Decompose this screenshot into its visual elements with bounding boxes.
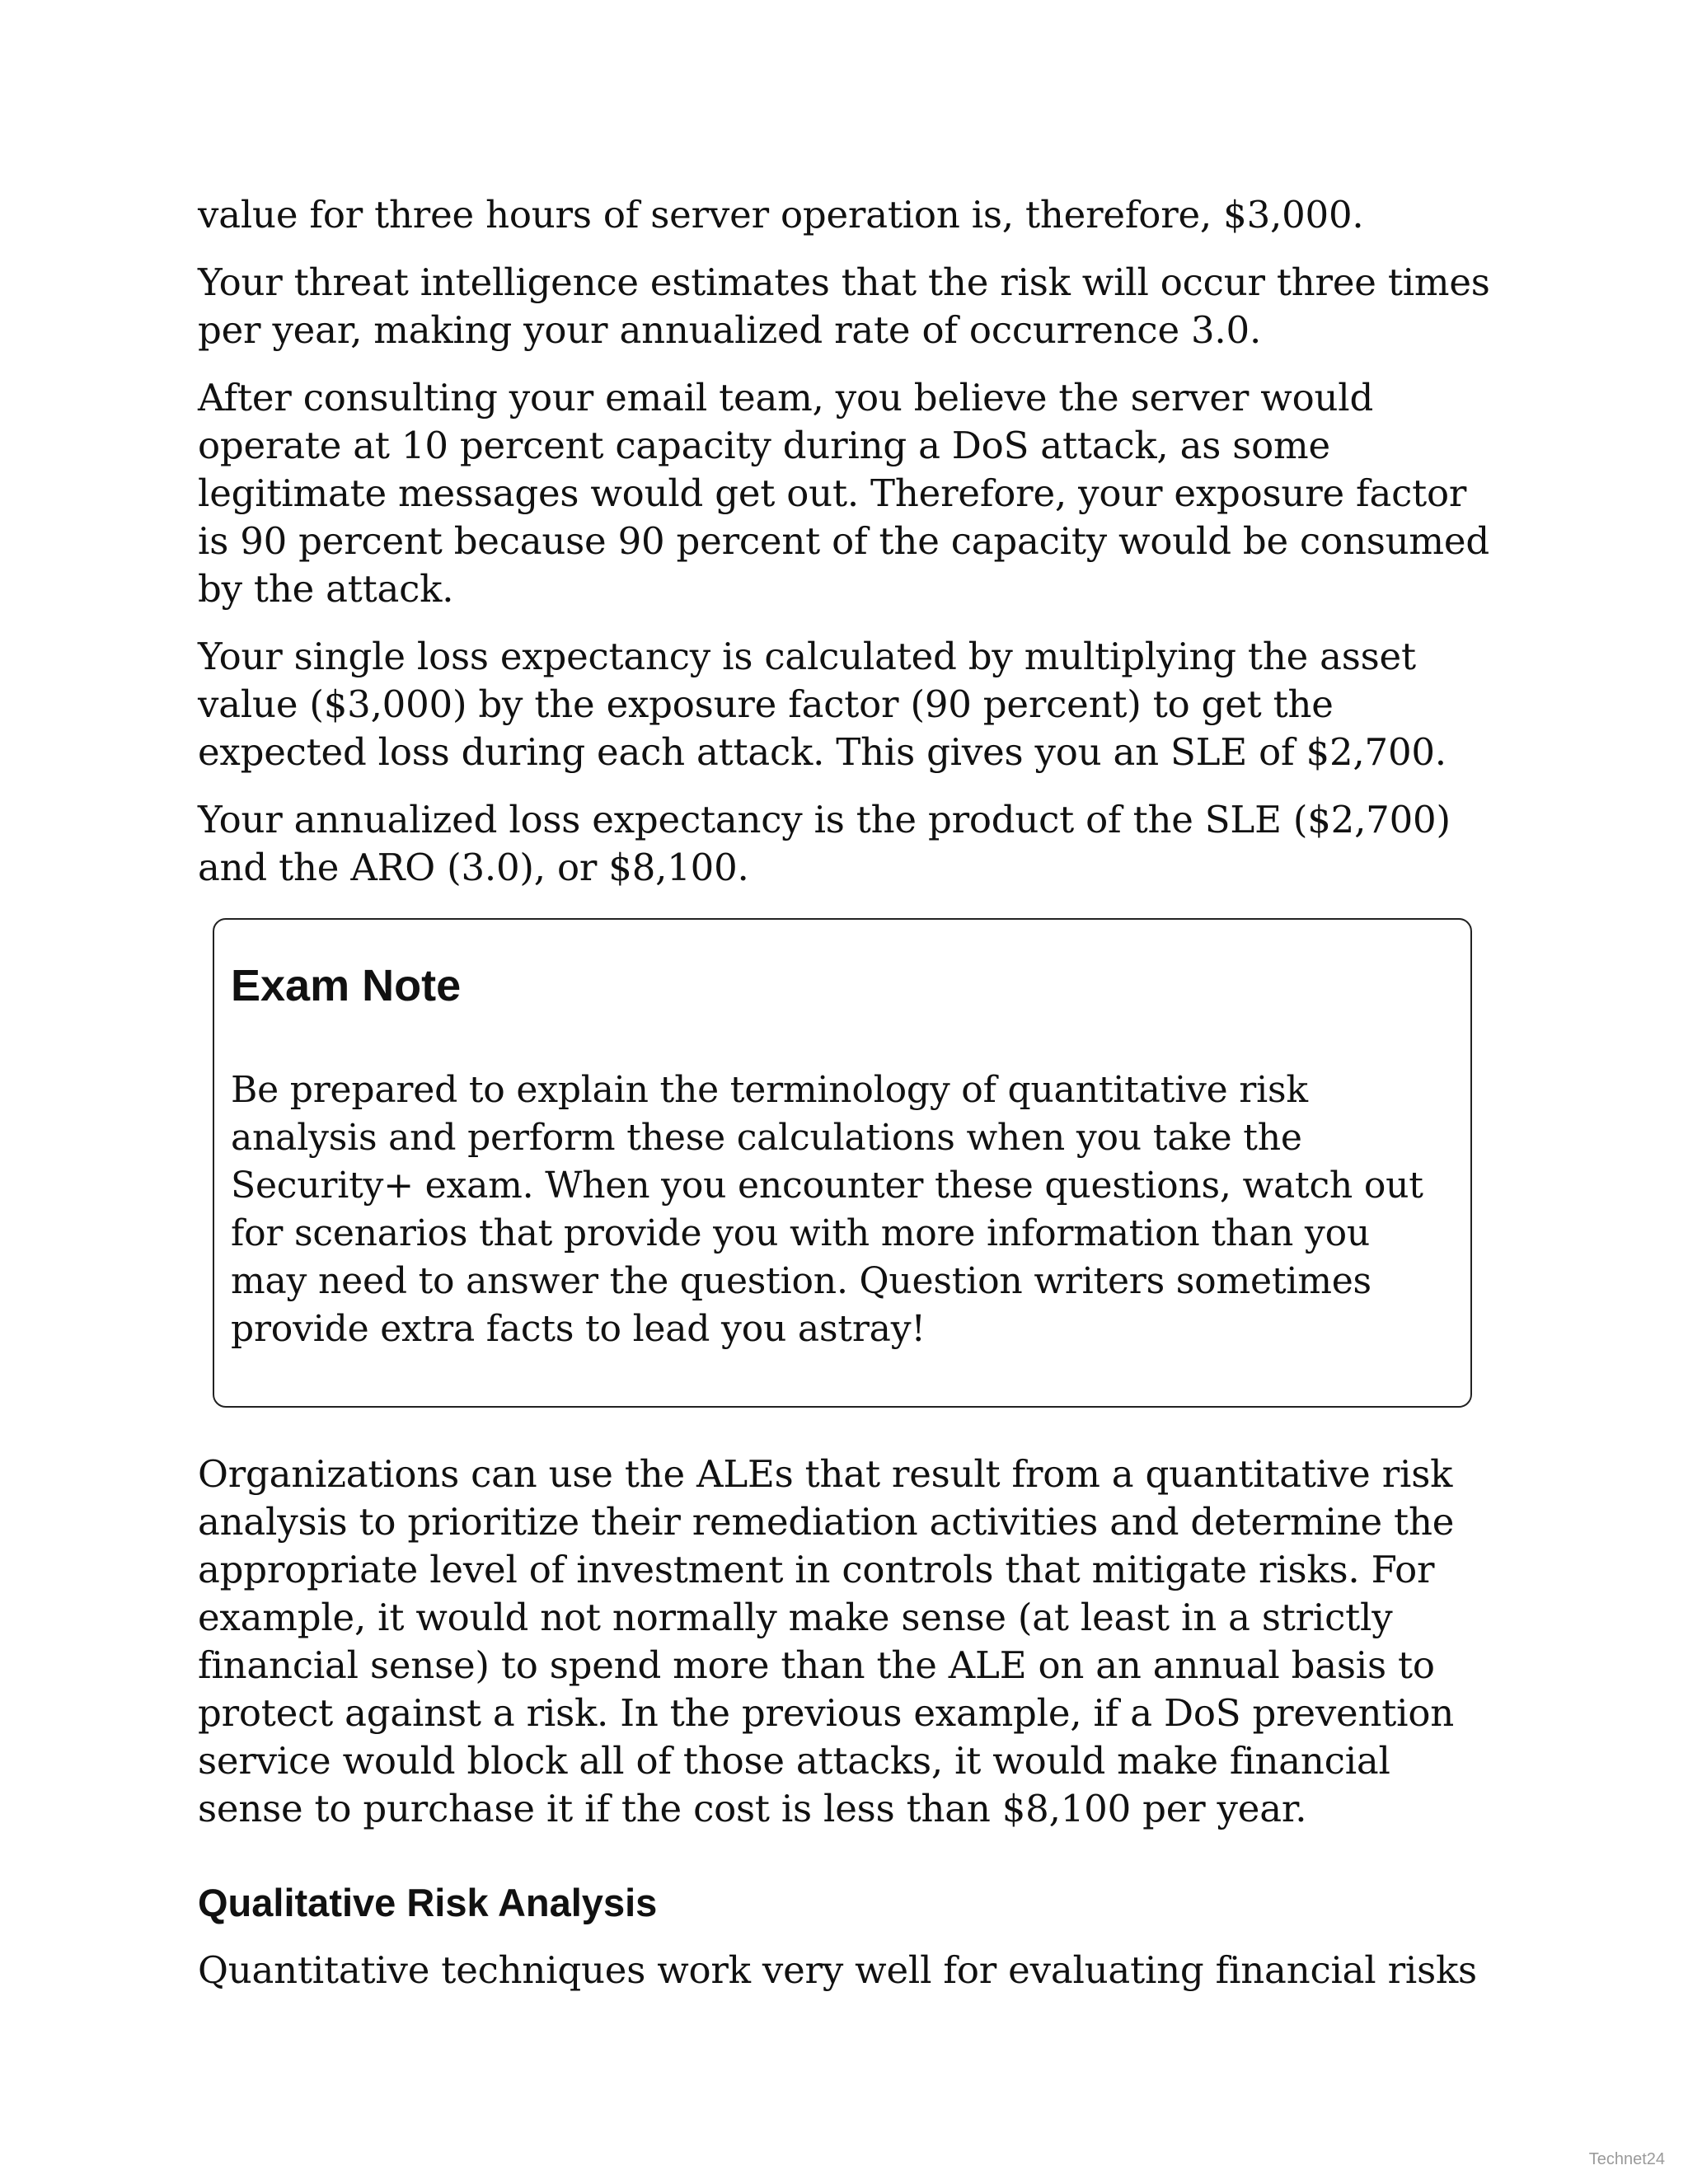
- paragraph-exposure-factor: After consulting your email team, you believe the server would operate at 10 percent capacity during a DoS attack, as some legitimate messages would get out. Therefore, your exposure factor is 90 percent because 90 percent of the capacity would be consumed by the attack.: [198, 376, 1489, 611]
- section-heading-qualitative: Qualitative Risk Analysis: [198, 1881, 658, 1924]
- document-page: [198, 191, 1500, 2014]
- exam-note-title: Exam Note: [231, 961, 462, 1010]
- paragraph-ale: Your annualized loss expectancy is the product of the SLE ($2,700) and the ARO (3.0), or $8,100.: [198, 798, 1451, 889]
- watermark: Technet24: [1588, 2150, 1665, 2168]
- paragraph-sle: Your single loss expectancy is calculated by multiplying the asset value ($3,000) by the exposure factor (90 percent) to get the expected loss during each attack. This gives you an SLE of $2,700.: [198, 635, 1447, 774]
- exam-note-box: [213, 918, 1472, 1408]
- paragraph-aro: Your threat intelligence estimates that the risk will occur three times per year, making your annualized rate of occurrence 3.0.: [198, 260, 1490, 352]
- paragraph-asset-value: value for three hours of server operation is, therefore, $3,000.: [198, 193, 1364, 237]
- paragraph-qualitative-intro: Quantitative techniques work very well for evaluating financial risks: [198, 1948, 1477, 1992]
- paragraph-ale-prioritization: Organizations can use the ALEs that result from a quantitative risk analysis to prioritize their remediation activities and determine the appropriate level of investment in controls that mitigate risks. For example, it would not normally make sense (at least in a strictly financial sense) to spend more than the ALE on an annual basis to protect against a risk. In the previous example, if a DoS prevention service would block all of those attacks, it would make financial sense to purchase it if the cost is less than $8,100 per year.: [198, 1452, 1455, 1830]
- exam-note-body: Be prepared to explain the terminology of quantitative risk analysis and perform these calculations when you take the Security+ exam. When you encounter these questions, watch out for scenarios that provide you with more information than you may need to answer the question. Question writers sometimes provide extra facts to lead you astray!: [231, 1069, 1423, 1350]
